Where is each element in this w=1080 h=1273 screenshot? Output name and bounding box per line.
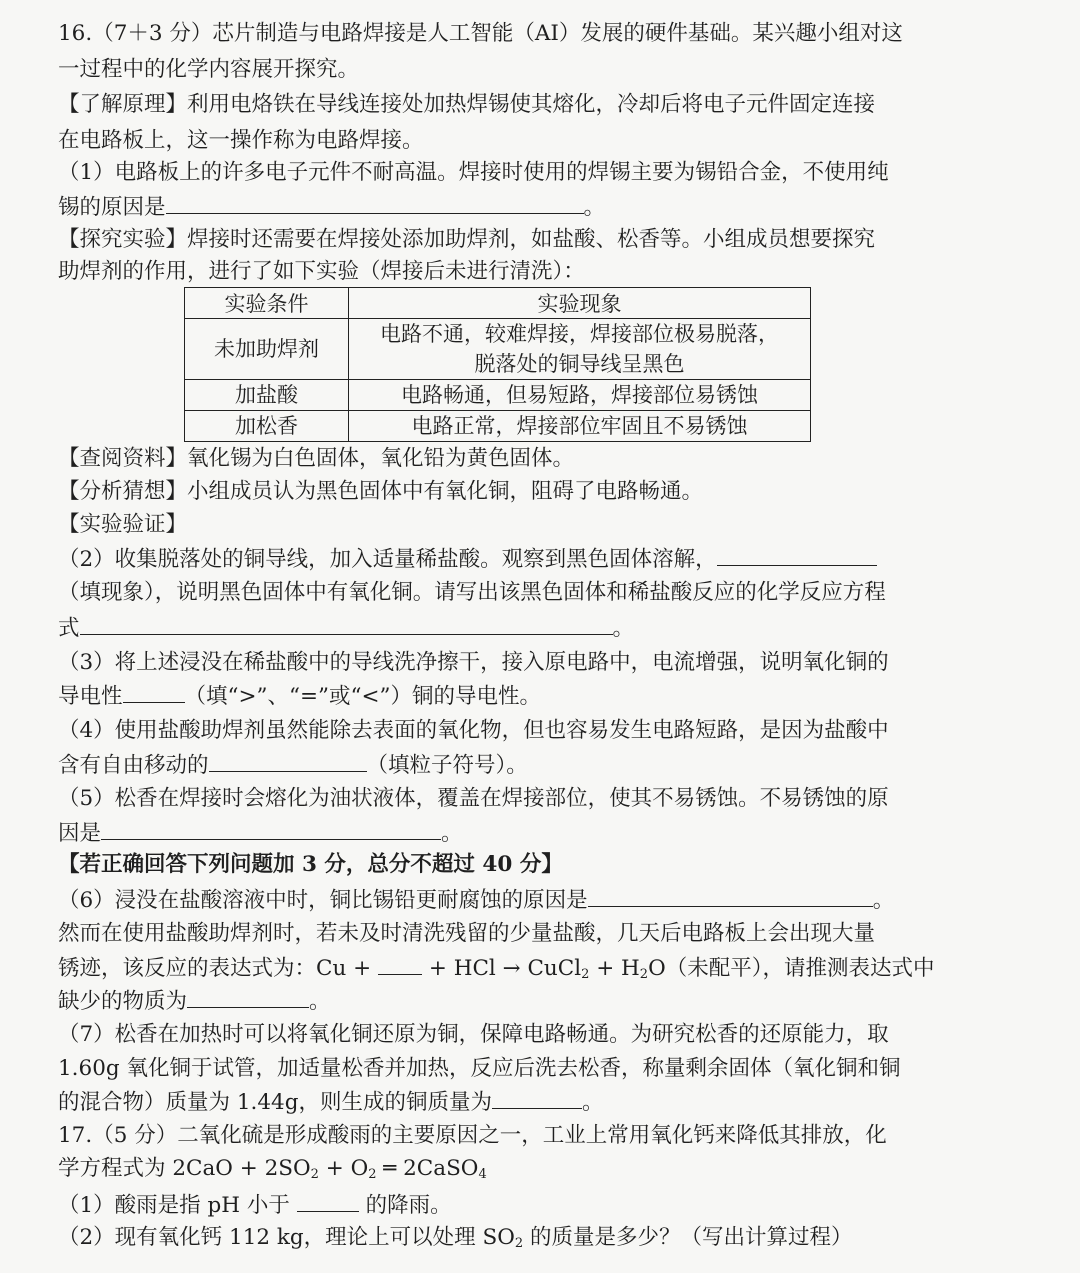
q17-header-line1: 17.（5 分）二氧化硫是形成酸雨的主要原因之一，工业上常用氧化钙来降低其排放，化: [58, 1123, 887, 1148]
table-cell-condition: 加松香: [185, 411, 349, 442]
q16-part5-line1: （5）松香在焊接时会熔化为油状液体，覆盖在焊接部位，使其不易锈蚀。不易锈蚀的原: [58, 786, 889, 811]
phenomenon-line: 电路不通，较难焊接，焊接部位极易脱落，: [380, 322, 779, 346]
table-header-row: [185, 288, 811, 319]
q16-part5-line2: [58, 817, 940, 850]
subscript: 2: [310, 1167, 319, 1182]
answer-blank-1[interactable]: [166, 191, 584, 214]
q17-part1-suffix: 的降雨。: [365, 1193, 452, 1218]
period: 。: [872, 888, 895, 913]
table-cell-phenomenon: [349, 319, 811, 380]
q16-part6-line4: [58, 985, 940, 1018]
q16-part7-line1: （7）松香在加热时可以将氧化铜还原为铜，保障电路畅通。为研究松香的还原能力，取: [58, 1022, 889, 1047]
q16-part1-line1: （1）电路板上的许多电子元件不耐高温。焊接时使用的焊锡主要为锡铅合金，不使用纯: [58, 160, 889, 185]
table-cell-condition: 未加助焊剂: [185, 319, 349, 380]
q16-part7-line3: [58, 1086, 940, 1119]
q16-part3-line2: [58, 680, 940, 713]
q17-equation-line: [58, 1153, 940, 1185]
q16-part4-line2: [58, 749, 940, 782]
period: 。: [583, 195, 606, 220]
answer-blank-7[interactable]: [492, 1086, 582, 1109]
q17-eq-part: + O: [318, 1156, 369, 1181]
q17-part2-line: [58, 1222, 940, 1254]
q16-part7-line2: 1.60g 氧化铜于试管，加适量松香并加热，反应后洗去松香，称量剩余固体（氧化铜和铜: [58, 1056, 901, 1081]
equation-water: + H: [589, 956, 640, 981]
q16-part6-line1: [58, 884, 940, 917]
phenomenon-line: 脱落处的铜导线呈黑色: [474, 352, 685, 376]
q16-part2-text: （2）收集脱落处的铜导线，加入适量稀盐酸。观察到黑色固体溶解，: [58, 547, 717, 572]
q16-part7-prefix: 的混合物）质量为 1.44g，则生成的铜质量为: [58, 1090, 492, 1115]
q16-part2-prefix: 式: [58, 616, 80, 641]
table-row: [185, 380, 811, 411]
table-row: [185, 411, 811, 442]
answer-blank-6a[interactable]: [588, 884, 873, 907]
explore-line1: 【探究实验】焊接时还需要在焊接处添加助焊剂，如盐酸、松香等。小组成员想要探究: [58, 227, 876, 252]
subscript: 2: [514, 1236, 524, 1251]
q17-eq-part: 学方程式为 2CaO + 2SO: [58, 1156, 311, 1181]
q16-part2-line2: （填现象），说明黑色固体中有氧化铜。请写出该黑色固体和稀盐酸反应的化学反应方程: [58, 580, 886, 605]
equation-hcl: + HCl → CuCl: [428, 956, 582, 981]
q16-header-line2: 一过程中的化学内容展开探究。: [58, 57, 360, 82]
answer-blank-2b[interactable]: [80, 612, 613, 635]
q17-part2-text: （2）现有氧化钙 112 kg，理论上可以处理 SO: [58, 1225, 515, 1250]
subscript: 4: [478, 1167, 487, 1182]
q16-part6-text: （6）浸没在盐酸溶液中时，铜比锡铅更耐腐蚀的原因是: [58, 888, 588, 913]
q16-part2-line3: [58, 612, 940, 645]
period: 。: [441, 821, 463, 846]
equation-tail: O（未配平），请推测表达式中: [648, 956, 935, 981]
analysis-line: 【分析猜想】小组成员认为黑色固体中有氧化铜，阻碍了电路畅通。: [58, 479, 704, 504]
answer-blank-6c[interactable]: [187, 985, 309, 1008]
q16-part3-suffix: （填“>”、“=”或“<”）铜的导电性。: [184, 684, 542, 709]
q17-part1-line: [58, 1189, 940, 1222]
q16-part5-prefix: 因是: [58, 821, 102, 846]
q16-part1-line2: [58, 191, 940, 224]
q16-part3-line1: （3）将上述浸没在稀盐酸中的导线洗净擦干，接入原电路中，电流增强，说明氧化铜的: [58, 650, 889, 675]
experiment-table: [184, 287, 811, 442]
subscript: 2: [368, 1167, 377, 1182]
q16-part6-line3: [58, 952, 940, 985]
answer-blank-17-1[interactable]: [297, 1189, 359, 1212]
period: 。: [612, 616, 635, 641]
subscript: 2: [581, 967, 590, 982]
answer-blank-2a[interactable]: [717, 543, 877, 566]
verify-heading: 【实验验证】: [58, 512, 188, 537]
period: 。: [581, 1090, 604, 1115]
answer-blank-4[interactable]: [209, 749, 367, 772]
q16-part2-line1: [58, 543, 940, 576]
bonus-heading: 【若正确回答下列问题加 3 分，总分不超过 40 分】: [58, 852, 563, 877]
principle-line2: 在电路板上，这一操作称为电路焊接。: [58, 128, 424, 153]
answer-blank-5[interactable]: [101, 817, 441, 840]
period: 。: [309, 989, 331, 1014]
q16-part6-line2: 然而在使用盐酸助焊剂时，若未及时清洗残留的少量盐酸，几天后电路板上会出现大量: [58, 921, 876, 946]
q16-part3-prefix: 导电性: [58, 684, 123, 709]
table-cell-phenomenon: 电路正常，焊接部位牢固且不易锈蚀: [349, 411, 811, 442]
answer-blank-3[interactable]: [123, 680, 185, 703]
q16-part4-line1: （4）使用盐酸助焊剂虽然能除去表面的氧化物，但也容易发生电路短路，是因为盐酸中: [58, 718, 889, 743]
table-header-condition: 实验条件: [185, 288, 349, 319]
lookup-line: 【查阅资料】氧化锡为白色固体，氧化铅为黄色固体。: [58, 446, 575, 471]
q16-part1-prefix: 锡的原因是: [58, 195, 166, 220]
q17-eq-part: ═ 2CaSO: [376, 1156, 479, 1181]
q17-part2-tail: 的质量是多少？（写出计算过程）: [523, 1225, 853, 1250]
explore-line2: 助焊剂的作用，进行了如下实验（焊接后未进行清洗）：: [58, 259, 585, 284]
table-header-phenomenon: 实验现象: [349, 288, 811, 319]
answer-blank-6b[interactable]: [378, 952, 422, 975]
principle-line1: 【了解原理】利用电烙铁在导线连接处加热焊锡使其熔化，冷却后将电子元件固定连接: [58, 92, 876, 117]
q16-part4-suffix: （填粒子符号）。: [366, 753, 528, 778]
equation-lhs: 锈迹，该反应的表达式为：Cu +: [58, 956, 372, 981]
q16-part6-prefix: 缺少的物质为: [58, 989, 188, 1014]
q16-header-line1: 16.（7＋3 分）芯片制造与电路焊接是人工智能（AI）发展的硬件基础。某兴趣小组对这: [58, 21, 903, 46]
table-row: [185, 319, 811, 380]
q16-part4-prefix: 含有自由移动的: [58, 753, 209, 778]
table-cell-phenomenon: 电路畅通，但易短路，焊接部位易锈蚀: [349, 380, 811, 411]
q17-part1-prefix: （1）酸雨是指 pH 小于: [58, 1193, 290, 1218]
table-cell-condition: 加盐酸: [185, 380, 349, 411]
subscript: 2: [639, 967, 649, 982]
